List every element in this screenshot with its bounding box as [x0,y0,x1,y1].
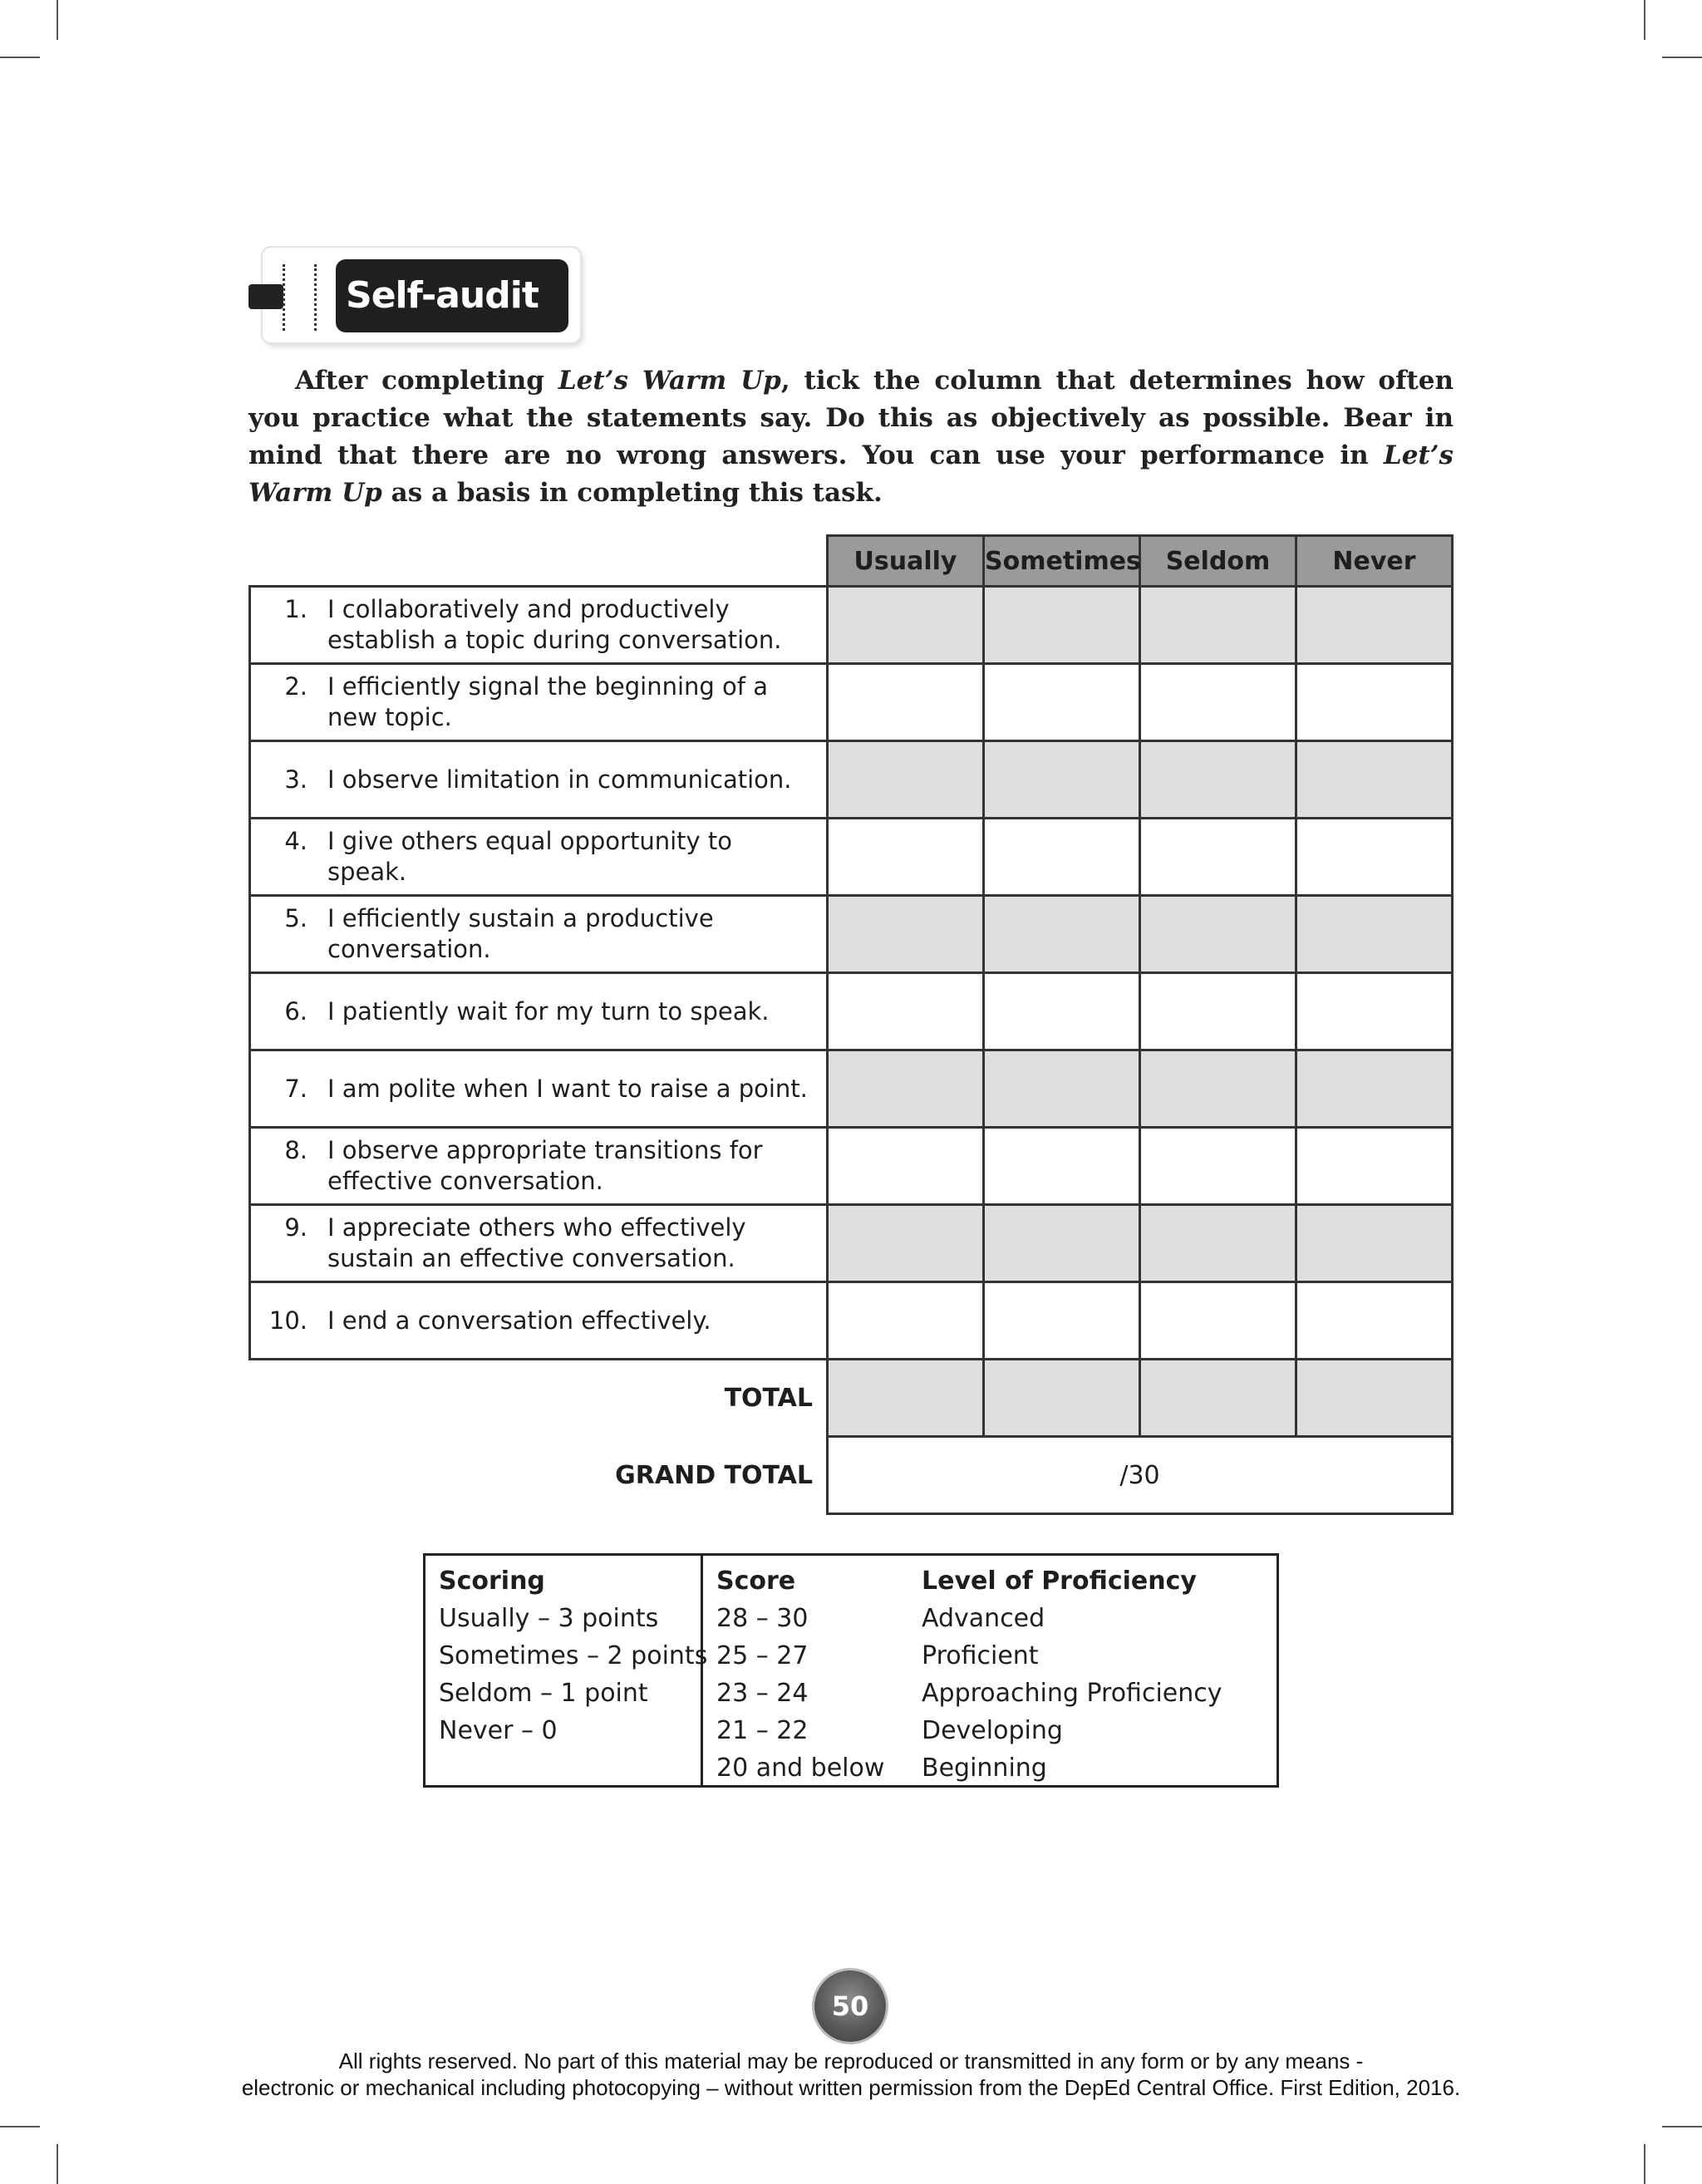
table-row [250,1282,1453,1360]
statement-text: I give others equal opportunity to speak. [327,827,732,886]
scoring-point: Never – 0 [439,1716,558,1745]
tick-cell-usually[interactable] [828,896,984,973]
statement-number: 10. [268,1306,307,1335]
statement-text: I efficiently signal the beginning of a new topic. [327,672,768,731]
proficiency-level: Beginning [922,1754,1047,1783]
tick-cell-sometimes[interactable] [984,664,1140,741]
statement-cell [250,1050,828,1128]
tick-cell-never[interactable] [1296,1128,1453,1205]
score-header: Score [716,1567,796,1596]
tab-dotted-line [314,264,317,331]
tick-cell-seldom[interactable] [1140,819,1296,896]
tick-cell-sometimes[interactable] [984,1128,1140,1205]
tick-cell-sometimes[interactable] [984,1205,1140,1282]
statement-cell [250,1128,828,1205]
grand-total-label: GRAND TOTAL [615,1460,813,1490]
statement-text: I observe limitation in communication. [327,765,792,794]
proficiency-level: Proficient [922,1641,1039,1670]
statement-cell [250,664,828,741]
tick-cell-never[interactable] [1296,1205,1453,1282]
statement-number: 5. [284,904,307,932]
crop-mark [1644,0,1645,40]
crop-mark [1662,57,1702,58]
statement-cell [250,1205,828,1282]
scoring-column [439,1562,707,1749]
statement-cell [250,896,828,973]
level-header: Level of Proficiency [922,1567,1197,1596]
statement-text: I end a conversation effectively. [327,1306,711,1335]
table-row [250,1205,1453,1282]
statement-number: 3. [284,765,307,794]
proficiency-level: Developing [922,1716,1063,1745]
proficiency-level: Advanced [922,1604,1045,1633]
footer-line: electronic or mechanical including photocopying – without written permission from the DepEd Central Office. First Edition, 2016. [241,2075,1461,2100]
tick-cell-usually[interactable] [828,587,984,664]
statement-number: 9. [284,1213,307,1242]
crop-mark [57,2144,58,2184]
statement-number: 8. [284,1136,307,1164]
scoring-point: Seldom – 1 point [439,1679,648,1708]
tick-cell-seldom[interactable] [1140,1128,1296,1205]
total-label: TOTAL [724,1384,813,1414]
statement-cell [250,741,828,819]
tick-cell-never[interactable] [1296,1050,1453,1128]
scoring-table [423,1553,1279,1788]
total-cell-sometimes[interactable] [984,1360,1140,1437]
total-cell-never[interactable] [1296,1360,1453,1437]
statement-text: I efficiently sustain a productive conversation. [327,904,714,963]
tick-cell-sometimes[interactable] [984,973,1140,1050]
tick-cell-usually[interactable] [828,1282,984,1360]
statement-text: I appreciate others who effectively sustain an effective conversation. [327,1213,746,1272]
section-title: Self-audit [336,259,568,332]
crop-mark [1662,2126,1702,2127]
instructions-paragraph: After completing Let’s Warm Up, tick the column that determines how often you practice what the statements say. Do this as objectively as possible. Bear in mind that there are no wrong answers. You can use your performance in Let’s Warm Up as a basis in completing this task. [248,366,1454,508]
tick-cell-seldom[interactable] [1140,973,1296,1050]
tick-cell-sometimes[interactable] [984,1282,1140,1360]
statement-cell [250,587,828,664]
table-row [250,664,1453,741]
tick-cell-seldom[interactable] [1140,741,1296,819]
statement-text: I collaboratively and productively establish a topic during conversation. [327,595,782,654]
tick-cell-sometimes[interactable] [984,741,1140,819]
table-row [250,819,1453,896]
crop-mark [0,57,40,58]
statement-number: 7. [284,1074,307,1103]
activity-reference: Let’s Warm Up [248,440,1454,508]
tick-cell-seldom[interactable] [1140,1282,1296,1360]
copyright-footer [166,2048,1536,2101]
total-row [250,1360,1453,1437]
tick-cell-seldom[interactable] [1140,1205,1296,1282]
table-row [250,973,1453,1050]
tab-grip-icon [248,284,283,309]
tick-cell-usually[interactable] [828,1050,984,1128]
statement-number: 2. [284,672,307,701]
tick-cell-seldom[interactable] [1140,664,1296,741]
self-audit-table [248,534,1454,1515]
scoring-point: Sometimes – 2 points [439,1641,708,1670]
statement-cell [250,819,828,896]
statement-cell [250,1282,828,1360]
statement-text: I observe appropriate transitions for effective conversation. [327,1136,763,1195]
statement-text: I patiently wait for my turn to speak. [327,996,770,1026]
tab-dotted-line [283,264,285,331]
tick-cell-never[interactable] [1296,664,1453,741]
statement-number: 1. [284,595,307,623]
page-number: 50 [814,1970,886,2042]
score-range: 28 – 30 [716,1604,809,1633]
tick-cell-usually[interactable] [828,973,984,1050]
tick-cell-never[interactable] [1296,819,1453,896]
table-row [250,587,1453,664]
tick-cell-seldom[interactable] [1140,896,1296,973]
activity-reference: Let’s Warm Up [558,366,781,396]
total-cell-usually[interactable] [828,1360,984,1437]
tick-cell-usually[interactable] [828,1128,984,1205]
tick-cell-usually[interactable] [828,664,984,741]
scoring-point: Usually – 3 points [439,1604,659,1633]
tick-cell-sometimes[interactable] [984,819,1140,896]
scoring-header: Scoring [439,1567,545,1596]
grand-total-value[interactable]: /30 [828,1437,1453,1514]
tick-cell-sometimes[interactable] [984,587,1140,664]
score-column [716,1562,884,1787]
table-row [250,1128,1453,1205]
crop-mark [1644,2144,1645,2184]
tick-cell-never[interactable] [1296,741,1453,819]
tick-cell-usually[interactable] [828,1205,984,1282]
statement-text: I am polite when I want to raise a point. [327,1074,808,1103]
tick-cell-sometimes[interactable] [984,1050,1140,1128]
tick-cell-never[interactable] [1296,896,1453,973]
col-header-sometimes: Sometimes [984,536,1140,587]
statement-cell [250,973,828,1050]
tick-cell-sometimes[interactable] [984,896,1140,973]
table-row [250,896,1453,973]
tick-cell-seldom[interactable] [1140,1050,1296,1128]
table-header-row [250,536,1453,587]
tick-cell-never[interactable] [1296,973,1453,1050]
statement-number: 4. [284,827,307,855]
level-column [922,1562,1222,1787]
tick-cell-usually[interactable] [828,819,984,896]
tick-cell-never[interactable] [1296,587,1453,664]
statement-number: 6. [284,996,307,1026]
col-header-usually: Usually [828,536,984,587]
col-header-never: Never [1296,536,1453,587]
score-range: 21 – 22 [716,1716,809,1745]
crop-mark [0,2126,40,2127]
table-row [250,741,1453,819]
header-blank [250,536,828,587]
score-range: 20 and below [716,1754,885,1783]
table-row [250,1050,1453,1128]
score-range: 23 – 24 [716,1679,809,1708]
grand-total-row [250,1437,1453,1514]
total-cell-seldom[interactable] [1140,1360,1296,1437]
col-header-seldom: Seldom [1140,536,1296,587]
tick-cell-never[interactable] [1296,1282,1453,1360]
proficiency-level: Approaching Proficiency [922,1679,1222,1708]
tick-cell-usually[interactable] [828,741,984,819]
footer-line: All rights reserved. No part of this material may be reproduced or transmitted in any form or by any means - [338,2049,1364,2073]
score-range: 25 – 27 [716,1641,809,1670]
tick-cell-seldom[interactable] [1140,587,1296,664]
crop-mark [57,0,58,40]
